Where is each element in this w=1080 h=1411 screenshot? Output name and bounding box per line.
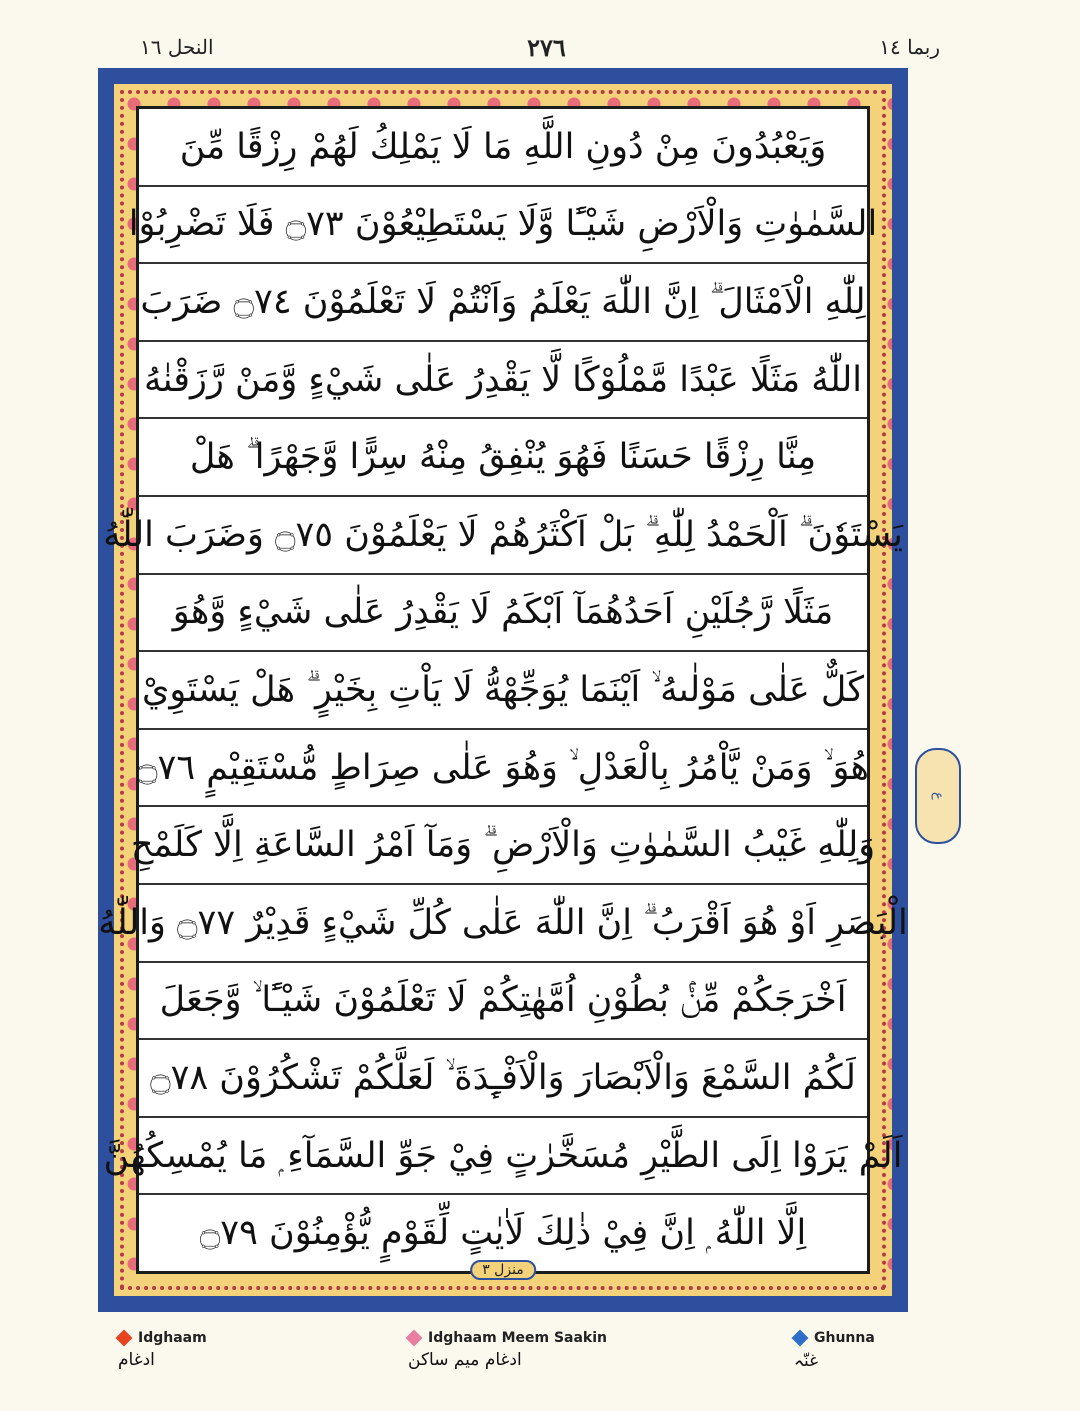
page-number: ٢٧٦	[527, 32, 566, 62]
legend-label-ar: ادغام میم ساکن	[408, 1350, 522, 1370]
diamond-icon	[116, 1330, 133, 1347]
verse-line: لِلّٰهِ الْاَمْثَالَ ۗ اِنَّ اللّٰهَ يَعْلَمُ وَاَنْتُمْ لَا تَعْلَمُوْنَ ۝٧٤ ضَرَبَ	[139, 264, 867, 342]
verse-line: مَثَلًا رَّجُلَيْنِ اَحَدُهُمَآ اَبْكَمُ لَا يَقْدِرُ عَلٰى شَيْءٍ وَّهُوَ	[139, 575, 867, 653]
ruku-marker-text: ع	[930, 792, 946, 800]
verse-line: وَيَعْبُدُونَ مِنْ دُونِ اللَّهِ مَا لَا يَمْلِكُ لَهُمْ رِزْقًا مِّنَ	[139, 109, 867, 187]
page-header	[140, 30, 940, 64]
verse-line: الْبَصَرِ اَوْ هُوَ اَقْرَبُ ۗ اِنَّ اللّٰهَ عَلٰى كُلِّ شَيْءٍ قَدِيْرٌ ۝٧٧ وَاللّٰهُ	[139, 885, 867, 963]
legend-label-en: Idghaam	[138, 1330, 207, 1346]
decorative-border	[98, 68, 908, 1312]
tajweed-legend	[118, 1330, 960, 1406]
legend-label-ar: ادغام	[118, 1350, 155, 1370]
diamond-icon	[792, 1330, 809, 1347]
verse-line: مِنَّا رِزْقًا حَسَنًا فَهُوَ يُنْفِقُ مِنْهُ سِرًّا وَّجَهْرًا ۗ هَلْ	[139, 419, 867, 497]
verse-line: كَلٌّ عَلٰى مَوْلٰىهُ ۙ اَيْنَمَا يُوَجِّهْهُّ لَا يَاْتِ بِخَيْرٍ ۗ هَلْ يَسْتَوِيْ	[139, 652, 867, 730]
verse-line: اللّٰهُ مَثَلًا عَبْدًا مَّمْلُوْكًا لَّا يَقْدِرُ عَلٰى شَيْءٍ وَّمَنْ رَّزَقْنٰهُ	[139, 342, 867, 420]
verse-line: اِلَّا اللّٰهُ ۭ اِنَّ فِيْ ذٰلِكَ لَاٰيٰتٍ لِّقَوْمٍ يُّؤْمِنُوْنَ ۝٧٩	[199, 1213, 807, 1254]
verse-line: هُوَ ۙ وَمَنْ يَّاْمُرُ بِالْعَدْلِ ۙ وَهُوَ عَلٰى صِرَاطٍ مُّسْتَقِيْمٍ ۝٧٦	[139, 730, 867, 808]
legend-item-idghaam	[118, 1330, 207, 1370]
legend-label-ar: غنّہ	[794, 1351, 818, 1371]
verse-line: لَكُمُ السَّمْعَ وَالْاَبْصَارَ وَالْاَفْـِٕدَةَ ۙ لَعَلَّكُمْ تَشْكُرُوْنَ ۝٧٨	[139, 1040, 867, 1118]
verse-line: يَسْتَوٗنَ ۗ اَلْحَمْدُ لِلّٰهِ ۗ بَلْ اَكْثَرُهُمْ لَا يَعْلَمُوْنَ ۝٧٥ وَضَرَبَ اللّٰهُ	[139, 497, 867, 575]
juz-name: ربما ١٤	[879, 35, 940, 59]
legend-label-en: Idghaam Meem Saakin	[428, 1330, 608, 1346]
text-panel	[98, 106, 908, 1274]
verse-line: وَلِلّٰهِ غَيْبُ السَّمٰوٰتِ وَالْاَرْضِ ۗ وَمَآ اَمْرُ السَّاعَةِ اِلَّا كَلَمْحِ	[139, 807, 867, 885]
ruku-marker	[915, 748, 961, 844]
surah-name: النحل ١٦	[140, 35, 214, 59]
legend-item-ghunna	[794, 1330, 875, 1371]
manzil-label: منزل ٣	[470, 1260, 536, 1280]
legend-label-en: Ghunna	[814, 1330, 875, 1346]
verse-line: اَخْرَجَكُمْ مِّنْۢ بُطُوْنِ اُمَّهٰتِكُمْ لَا تَعْلَمُوْنَ شَيْـًٔا ۙ وَّجَعَلَ	[139, 963, 867, 1041]
verse-line: السَّمٰوٰتِ وَالْاَرْضِ شَيْـًٔا وَّلَا يَسْتَطِيْعُوْنَ ۝٧٣ فَلَا تَضْرِبُوْا	[139, 187, 867, 265]
legend-item-idghaam-meem-saakin	[408, 1330, 607, 1370]
verse-line: اَلَمْ يَرَوْا اِلَى الطَّيْرِ مُسَخَّرٰتٍ فِيْ جَوِّ السَّمَآءِ ۭ مَا يُمْسِكُهُنَّ	[139, 1118, 867, 1196]
diamond-icon	[406, 1330, 423, 1347]
